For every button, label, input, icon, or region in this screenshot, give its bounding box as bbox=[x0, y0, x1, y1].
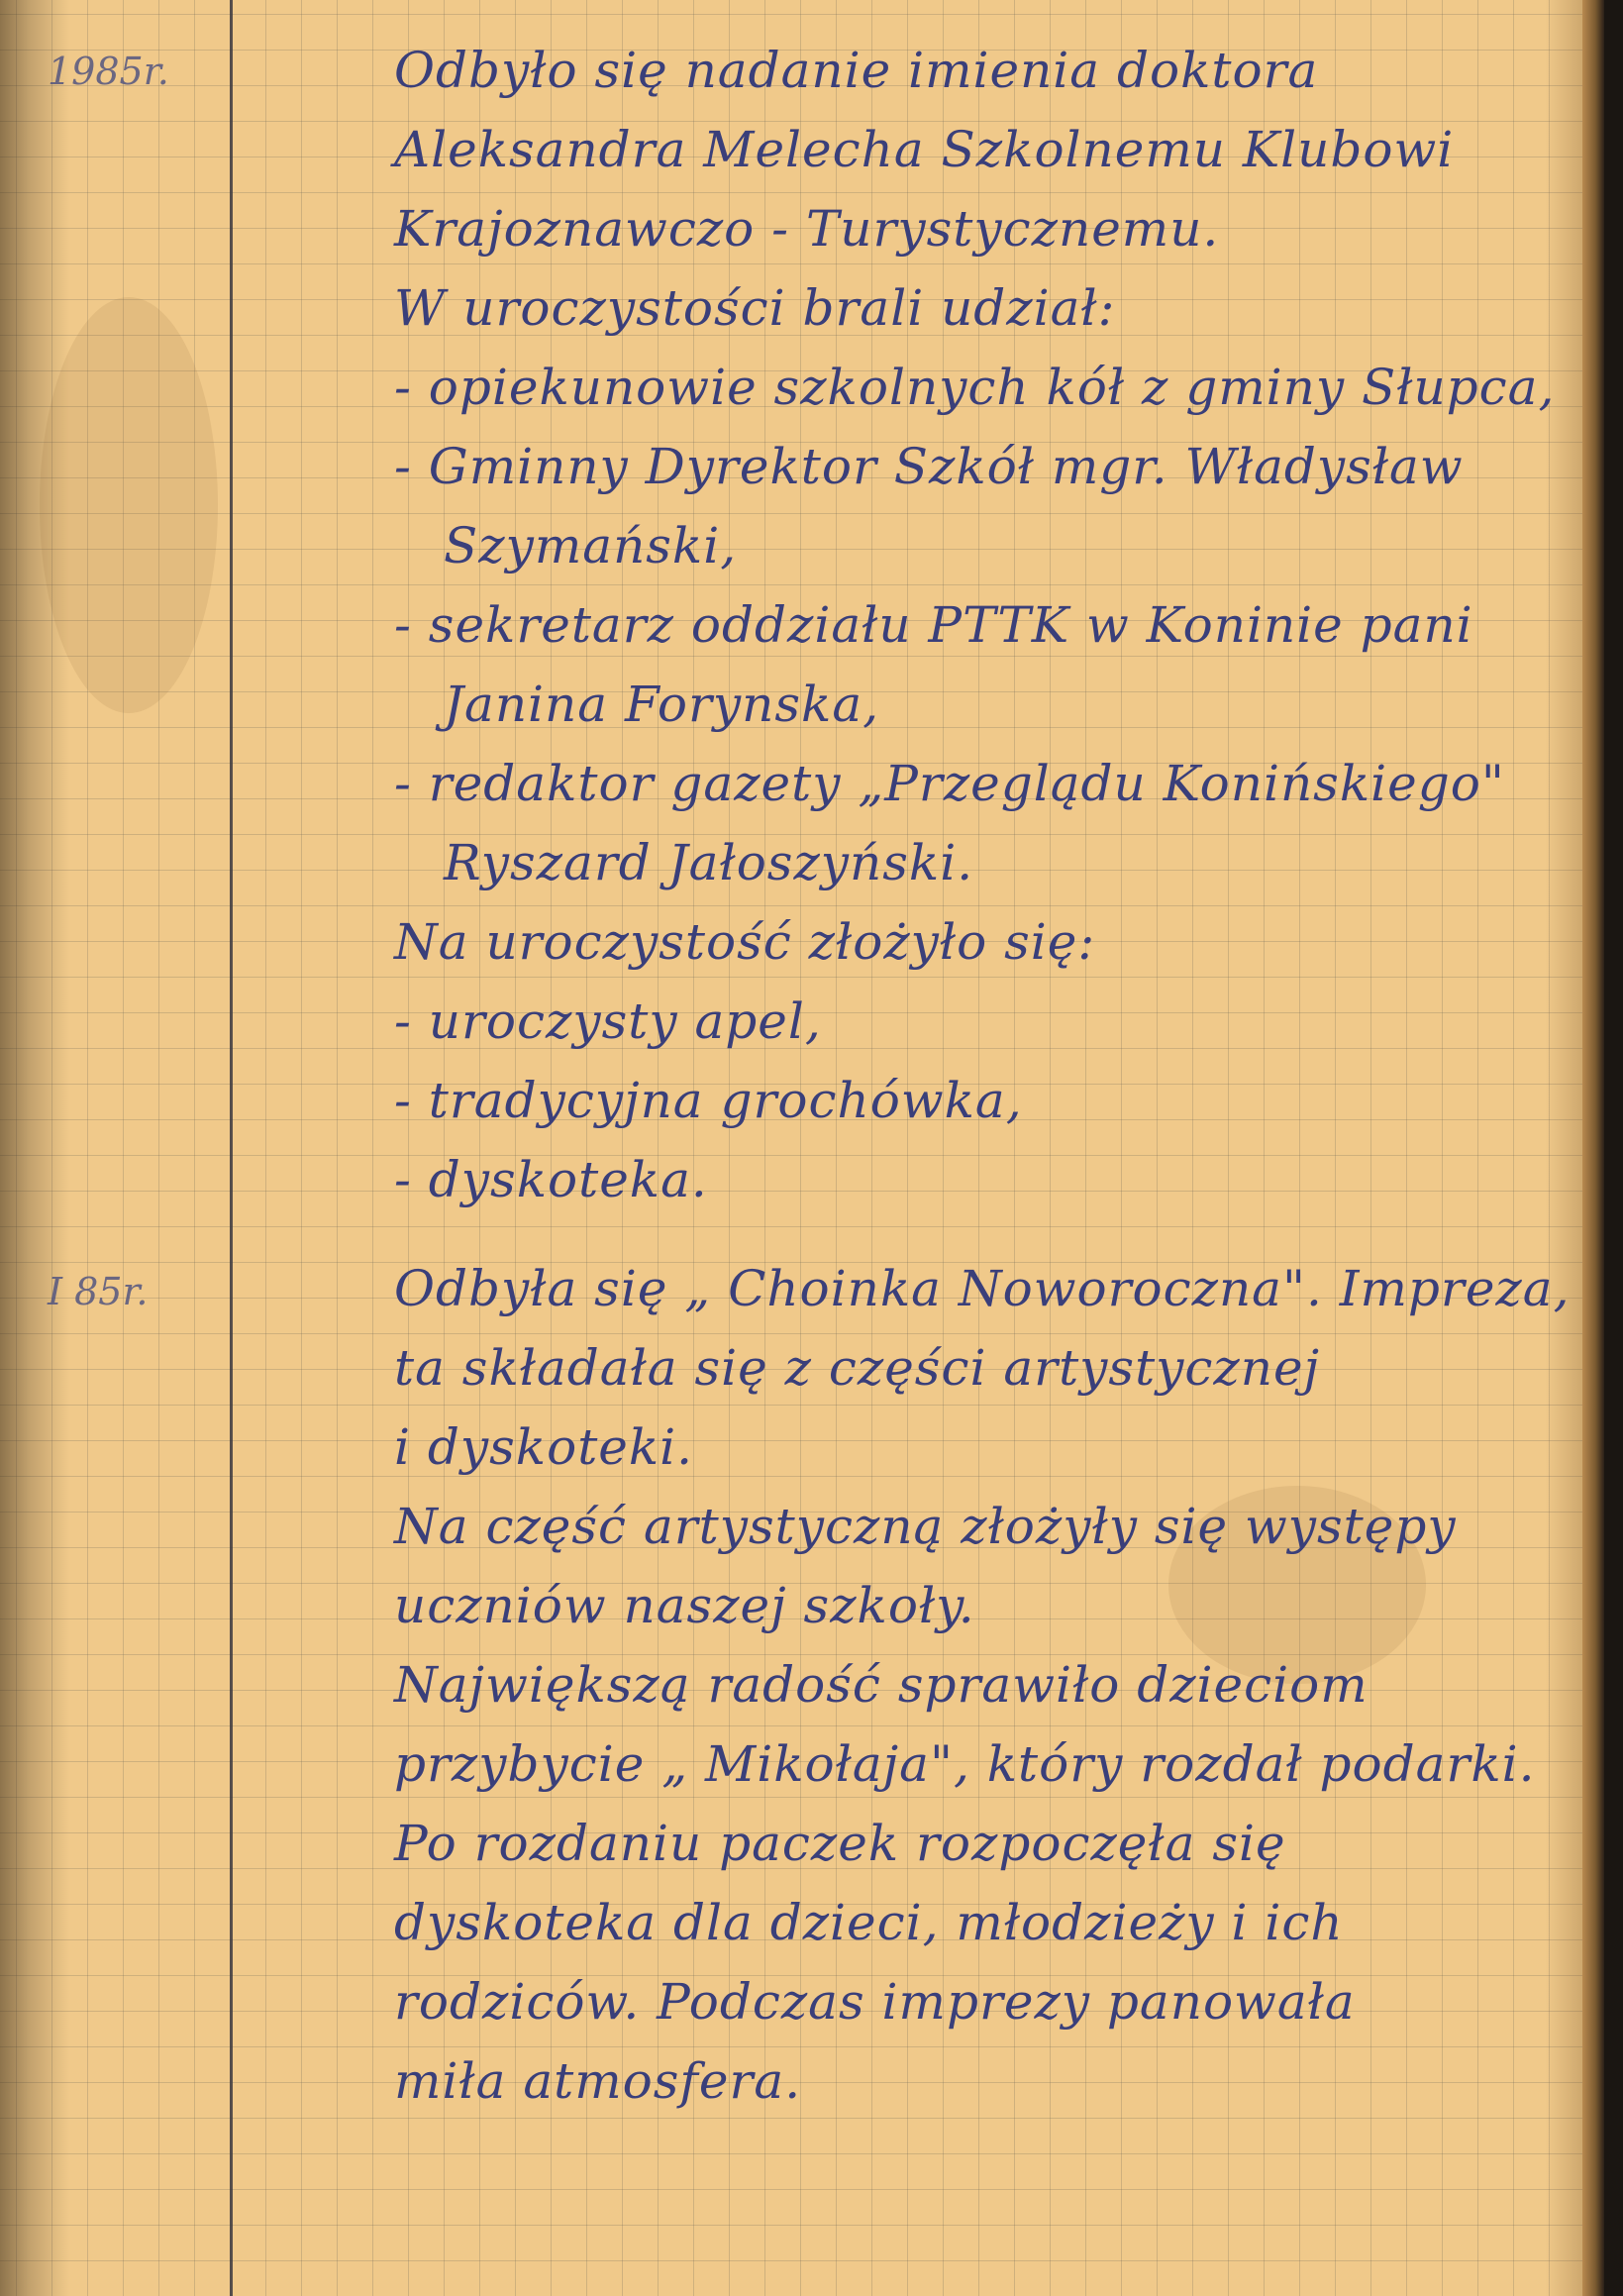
entry-line: - uroczysty apel, bbox=[394, 992, 822, 1050]
entry-line: Po rozdaniu paczek rozpoczęła się bbox=[394, 1815, 1286, 1872]
entry-line: dyskoteka dla dzieci, młodzieży i ich bbox=[394, 1894, 1344, 1951]
entry-line: Na uroczystość złożyło się: bbox=[394, 913, 1096, 971]
entry-line: Krajoznawczo - Turystycznemu. bbox=[394, 200, 1220, 258]
entry-line: miła atmosfera. bbox=[394, 2052, 802, 2110]
entry-line: Szymański, bbox=[444, 517, 738, 574]
entry-line: - dyskoteka. bbox=[394, 1151, 708, 1208]
entry-line: - opiekunowie szkolnych kół z gminy Słupca, bbox=[394, 359, 1556, 416]
entry-line: uczniów naszej szkoły. bbox=[394, 1577, 975, 1634]
entry-line: - sekretarz oddziału PTTK w Koninie pani bbox=[394, 596, 1473, 654]
margin-line bbox=[230, 0, 233, 2296]
entry-date: 1985r. bbox=[48, 50, 169, 93]
entry-line: rodziców. Podczas imprezy panowała bbox=[394, 1973, 1356, 2031]
entry-line: Największą radość sprawiło dzieciom bbox=[394, 1656, 1369, 1714]
entry-line: Odbyło się nadanie imienia doktora bbox=[394, 42, 1319, 99]
entry-line: - tradycyjna grochówka, bbox=[394, 1072, 1023, 1129]
entry-line: ta składała się z części artystycznej bbox=[394, 1339, 1321, 1397]
entry-line: Odbyła się „ Choinka Noworoczna". Impreza, bbox=[394, 1260, 1571, 1317]
entry-line: i dyskoteki. bbox=[394, 1418, 694, 1476]
paper-stain bbox=[40, 297, 218, 713]
page-edge bbox=[1582, 0, 1604, 2296]
entry-line: W uroczystości brali udział: bbox=[394, 279, 1116, 337]
entry-line: - redaktor gazety „Przeglądu Konińskiego" bbox=[394, 755, 1505, 812]
entry-line: Ryszard Jałoszyński. bbox=[444, 834, 974, 891]
entry-line: Aleksandra Melecha Szkolnemu Klubowi bbox=[394, 121, 1455, 178]
entry-date: I 85r. bbox=[48, 1270, 149, 1313]
entry-line: Na część artystyczną złożyły się występy bbox=[394, 1498, 1457, 1555]
entry-line: - Gminny Dyrektor Szkół mgr. Władysław bbox=[394, 438, 1464, 495]
entry-line: przybycie „ Mikołaja", który rozdał podarki. bbox=[394, 1735, 1536, 1793]
entry-line: Janina Forynska, bbox=[444, 676, 880, 733]
